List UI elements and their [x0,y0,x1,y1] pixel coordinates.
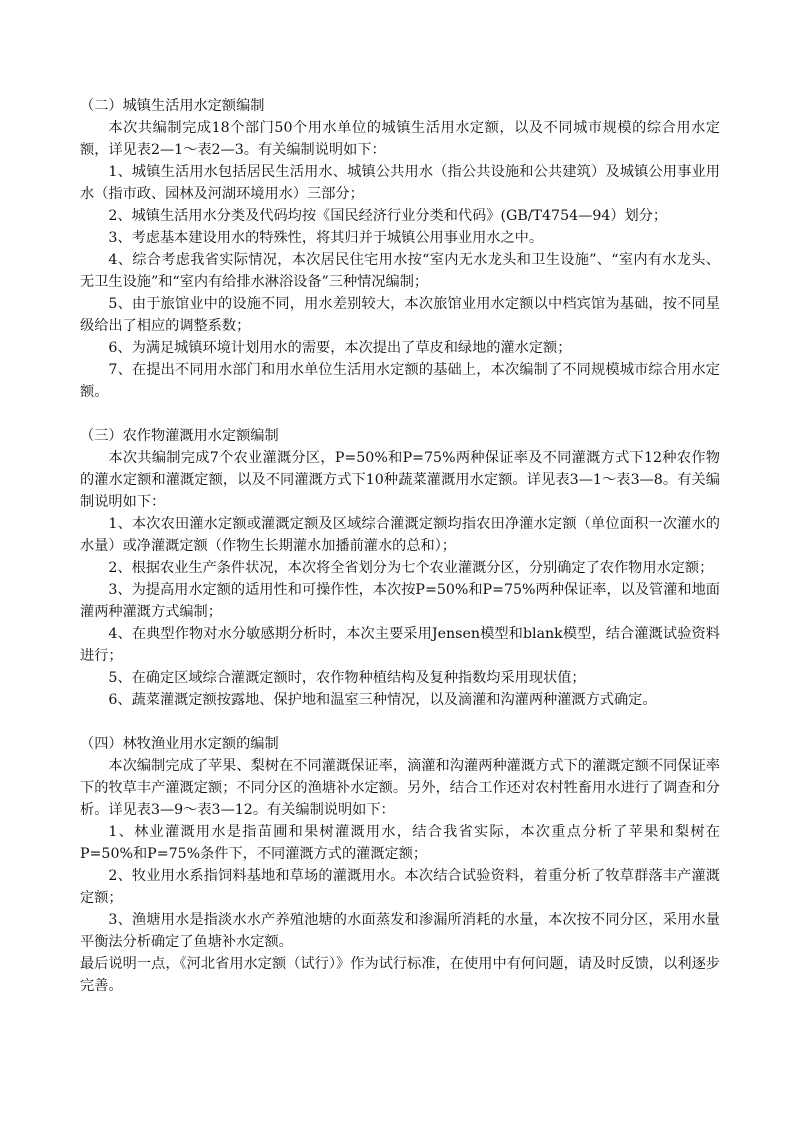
list-item: 3、为提高用水定额的适用性和可操作性，本次按P=50%和P=75%两种保证率，以及管灌和地面灌两种灌溉方式编制； [80,582,720,620]
section-forestry [80,733,720,953]
list-item: 1、林业灌溉用水是指苗圃和果树灌溉用水，结合我省实际，本次重点分析了苹果和梨树在P=50%和P=75%条件下，不同灌溉方式的灌溉定额； [80,824,720,862]
section-intro: 本次共编制完成18个部门50个用水单位的城镇生活用水定额，以及不同城市规模的综合用水定额，详见表2—1～表2—3。有关编制说明如下： [80,120,720,158]
list-item: 6、蔬菜灌溉定额按露地、保护地和温室三种情况，以及滴灌和沟灌两种灌溉方式确定。 [108,692,657,708]
closing-note: 最后说明一点，《河北省用水定额（试行）》作为试行标准，在使用中有何问题，请及时反馈，以利逐步完善。 [80,956,720,994]
list-item: 3、考虑基本建设用水的特殊性，将其归并于城镇公用事业用水之中。 [108,230,544,246]
section-heading: （四）林牧渔业用水定额的编制 [80,736,279,752]
list-item: 5、由于旅馆业中的设施不同，用水差别较大，本次旅馆业用水定额以中档宾馆为基础，按不同星级给出了相应的调整系数； [80,296,720,334]
document-page [80,95,720,997]
list-item: 3、渔塘用水是指淡水水产养殖池塘的水面蒸发和渗漏所消耗的水量，本次按不同分区，采用水量平衡法分析确定了鱼塘补水定额。 [80,912,720,950]
section-intro: 本次共编制完成7个农业灌溉分区，P=50%和P=75%两种保证率及不同灌溉方式下12种农作物的灌水定额和灌溉定额，以及不同灌溉方式下10种蔬菜灌溉用水定额。详见表3—1～表3—8。有关编制说明如下： [80,450,720,510]
section-urban [80,95,720,403]
list-item: 1、本次农田灌水定额或灌溉定额及区域综合灌溉定额均指农田净灌水定额（单位面积一次灌水的水量）或净灌溉定额（作物生长期灌水加播前灌水的总和）； [80,516,720,554]
list-item: 4、在典型作物对水分敏感期分析时，本次主要采用Jensen模型和blank模型，结合灌溉试验资料进行； [80,626,720,664]
section-heading: （三）农作物灌溉用水定额编制 [80,428,279,444]
list-item: 2、城镇生活用水分类及代码均按《国民经济行业分类和代码》(GB/T4754—94）划分； [108,208,668,224]
section-gap [80,403,720,425]
list-item: 2、根据农业生产条件状况，本次将全省划分为七个农业灌溉分区，分别确定了农作物用水定额； [108,560,714,576]
list-item: 5、在确定区域综合灌溉定额时，农作物种植结构及复种指数均采用现状值； [108,670,586,686]
section-heading: （二）城镇生活用水定额编制 [80,98,265,114]
list-item: 4、综合考虑我省实际情况，本次居民住宅用水按“室内无水龙头和卫生设施”、“室内有水龙头、无卫生设施”和“室内有给排水淋浴设备”三种情况编制； [80,252,720,290]
list-item: 6、为满足城镇环境计划用水的需要，本次提出了草皮和绿地的灌水定额； [108,340,572,356]
section-intro: 本次编制完成了苹果、梨树在不同灌溉保证率，滴灌和沟灌两种灌溉方式下的灌溉定额不同保证率下的牧草丰产灌溉定额；不同分区的渔塘补水定额。另外，结合工作还对农村牲畜用水进行了调查和分析。详见表3—9～表3—12。有关编制说明如下： [80,758,720,818]
section-gap [80,711,720,733]
list-item: 1、城镇生活用水包括居民生活用水、城镇公共用水（指公共设施和公共建筑）及城镇公用事业用水（指市政、园林及河湖环境用水）三部分； [80,164,720,202]
list-item: 7、在提出不同用水部门和用水单位生活用水定额的基础上，本次编制了不同规模城市综合用水定额。 [80,362,720,400]
list-item: 2、牧业用水系指饲料基地和草场的灌溉用水。本次结合试验资料，着重分析了牧草群落丰产灌溉定额； [80,868,720,906]
section-crops [80,425,720,711]
